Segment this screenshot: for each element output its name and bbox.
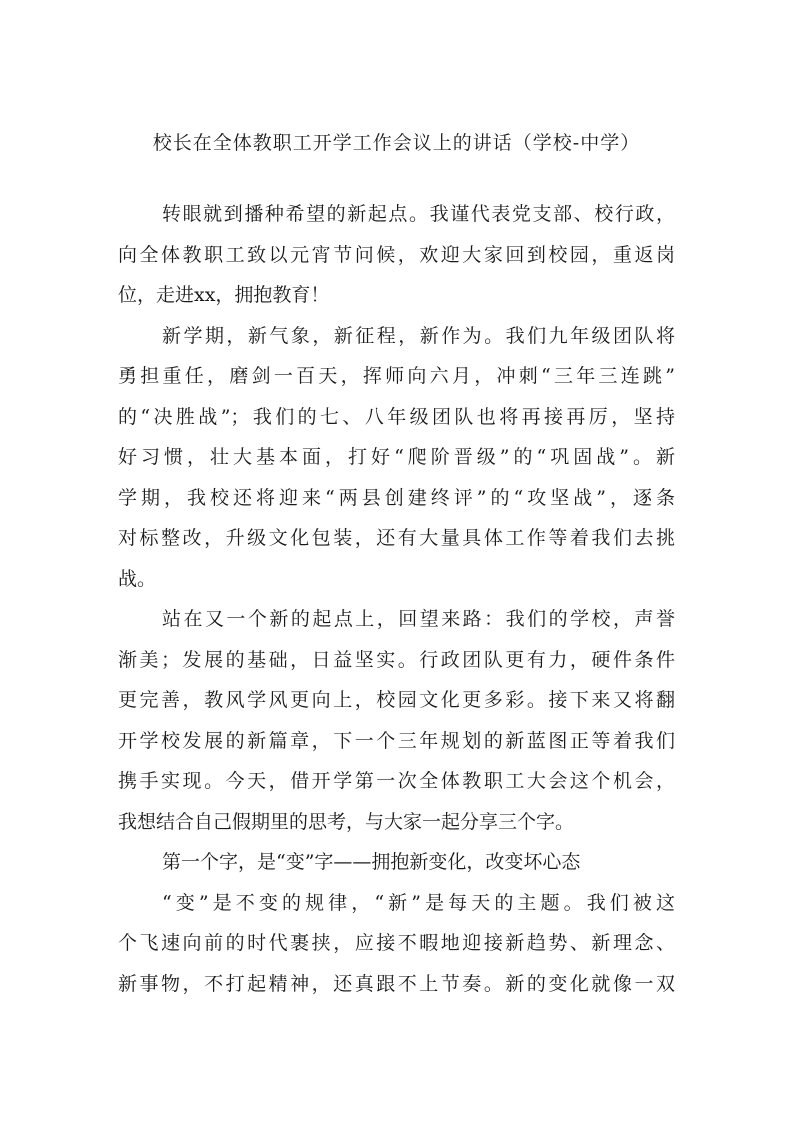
paragraph-line: “变”是不变的规律，“新”是每天的主题。我们被这 bbox=[162, 891, 675, 914]
paragraph-line: 新事物，不打起精神，还真跟不上节奏。新的变化就像一双 bbox=[118, 972, 675, 995]
paragraph-line: 转眼就到播种希望的新起点。我谨代表党支部、校行政， bbox=[162, 203, 675, 225]
document-body bbox=[118, 194, 675, 1004]
paragraph-line: 勇担重任，磨剑一百天，挥师向六月，冲刺“三年三连跳” bbox=[118, 365, 675, 387]
paragraph-line: 向全体教职工致以元宵节问候，欢迎大家回到校园，重返岗 bbox=[118, 243, 675, 266]
paragraph-line: 学期，我校还将迎来“两县创建终评”的“攻坚战”，逐条 bbox=[118, 486, 675, 509]
paragraph-line: 位，走进xx，拥抱教育！ bbox=[118, 284, 330, 306]
paragraph-line: 开学校发展的新篇章，下一个三年规划的新蓝图正等着我们 bbox=[118, 729, 675, 752]
paragraph-line: 个飞速向前的时代裹挟，应接不暇地迎接新趋势、新理念、 bbox=[118, 932, 675, 954]
paragraph-line: 我想结合自己假期里的思考，与大家一起分享三个字。 bbox=[118, 810, 575, 833]
paragraph-line: 站在又一个新的起点上，回望来路：我们的学校，声誉 bbox=[162, 608, 675, 630]
paragraph-line: 战。 bbox=[118, 567, 157, 590]
paragraph-line: 更完善，教风学风更向上，校园文化更多彩。接下来又将翻 bbox=[118, 689, 675, 711]
paragraph-line: 新学期，新气象，新征程，新作为。我们九年级团队将 bbox=[162, 324, 675, 347]
paragraph-line: 好习惯，壮大基本面，打好“爬阶晋级”的“巩固战”。新 bbox=[118, 446, 675, 468]
paragraph-line: 的“决胜战”；我们的七、八年级团队也将再接再厉，坚持 bbox=[118, 405, 675, 428]
section-heading: 第一个字，是“变”字——拥抱新变化，改变坏心态 bbox=[162, 851, 581, 873]
paragraph-line: 渐美；发展的基础，日益坚实。行政团队更有力，硬件条件 bbox=[118, 648, 675, 671]
paragraph-line: 对标整改，升级文化包装，还有大量具体工作等着我们去挑 bbox=[118, 527, 675, 549]
document-title: 校长在全体教职工开学工作会议上的讲话（学校-中学） bbox=[152, 132, 641, 154]
paragraph-line: 携手实现。今天，借开学第一次全体教职工大会这个机会， bbox=[118, 770, 675, 792]
